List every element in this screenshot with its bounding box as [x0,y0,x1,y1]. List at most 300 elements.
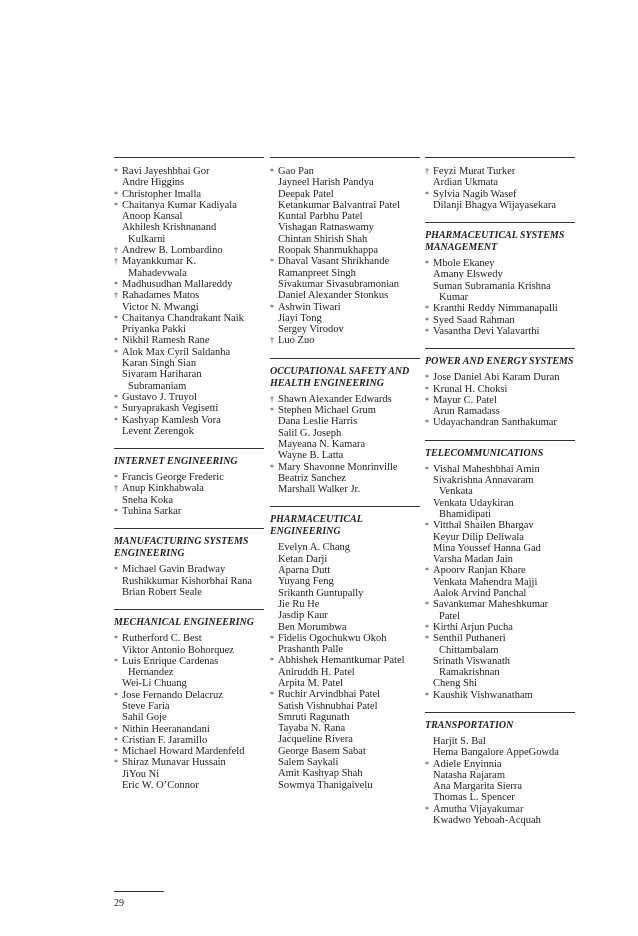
person-name: Sivakrishna Annavaram [433,475,534,487]
list-item [425,395,575,406]
person-name: Adiele Enyinnia [433,758,502,770]
person-name: Ruchir Arvindbhai Patel [278,689,381,701]
list-item [270,484,420,495]
asterisk-mark: * [114,735,118,745]
list-item [270,405,420,416]
list-item [425,498,575,509]
person-name: Ben Morumbwa [278,621,347,633]
person-name: Kashyap Kamlesh Vora [122,414,221,426]
list-item [425,315,575,326]
person-name: Thomas L. Spencer [433,792,515,804]
list-item [270,757,420,768]
list-item [114,483,264,494]
list-item [114,222,264,233]
list-item [114,746,264,757]
list-item [425,326,575,337]
person-name: Mayur C. Patel [433,394,497,406]
person-name: Beatriz Sanchez [278,472,346,484]
column-3 [425,157,575,837]
list-item [425,520,575,531]
list-item [425,464,575,475]
asterisk-mark: * [114,336,118,346]
person-name: Shiraz Munavar Hussain [122,757,226,769]
person-name: Marshall Walker Jr. [278,484,361,496]
list-item [114,587,264,598]
person-name: George Basem Sabat [278,745,366,757]
asterisk-mark: * [425,384,429,394]
section [270,157,420,353]
list-item [114,780,264,791]
asterisk-mark: * [114,690,118,700]
person-name: Prashanth Palle [278,644,344,656]
person-name: Mbole Ekaney [433,258,495,270]
person-name: Sylvia Nagib Wasef [433,188,517,200]
person-name: Chittambalam [439,644,499,656]
name-list [425,372,575,434]
name-list [114,158,264,443]
person-name: Jose Daniel Abi Karam Duran [433,372,560,384]
list-item [425,258,575,269]
person-name: Arun Ramadass [433,406,500,418]
asterisk-mark: * [425,395,429,405]
asterisk-mark: * [270,462,274,472]
person-name: Cheng Shi [433,678,478,690]
person-name: Rutherford C. Best [122,633,202,645]
section-heading: MECHANICAL ENGINEERING [114,617,254,629]
list-item [114,313,264,324]
list-item [114,335,264,346]
list-item [270,200,420,211]
person-name: Rahadames Matos [122,290,200,302]
person-name: Sivaram Hariharan [122,369,202,381]
list-item [425,588,575,599]
asterisk-mark: * [425,634,429,644]
person-name: Salem Saykali [278,757,339,769]
dagger-mark: † [114,257,118,267]
section [425,222,575,343]
person-name: Hernandez [128,667,174,679]
person-name: Michael Gavin Bradway [122,564,226,576]
list-item [425,747,575,758]
list-item [425,736,575,747]
person-name: Sowmya Thanigaivelu [278,779,373,791]
list-item [270,599,420,610]
list-item [270,428,420,439]
person-name: Krunal H. Choksi [433,383,508,395]
person-name: Aniruddh H. Patel [278,666,355,678]
asterisk-mark: * [425,600,429,610]
dagger-mark: † [114,484,118,494]
person-name: Kaushik Vishwanatham [433,689,533,701]
person-name: Jacqueline Rivera [278,734,353,746]
person-name: Ashwin Tiwari [278,301,341,313]
person-name: Sivakumar Sivasubramonian [278,278,400,290]
asterisk-mark: * [425,622,429,632]
list-item [114,381,264,392]
person-name: Cristian F. Jaramillo [122,734,208,746]
section-heading: MANUFACTURING SYSTEMS ENGINEERING [114,536,249,560]
asterisk-mark: * [270,656,274,666]
list-item [425,792,575,803]
person-name: Dilanji Bhagya Wijayasekara [433,199,557,211]
person-name: Nithin Heeranandani [122,723,210,735]
list-item [270,324,420,335]
person-name: Yuyang Feng [278,576,334,588]
list-item [114,211,264,222]
footnote-rule [114,891,164,892]
person-name: Jiayi Tong [278,312,322,324]
list-item [270,335,420,346]
section [114,448,264,523]
asterisk-mark: * [425,315,429,325]
person-name: Kuntal Parbhu Patel [278,211,363,223]
name-list [425,258,575,343]
person-name: Syed Saad Rahman [433,314,515,326]
person-name: Wayne B. Latta [278,450,344,462]
asterisk-mark: * [270,690,274,700]
list-item [425,406,575,417]
list-item [270,189,420,200]
asterisk-mark: * [270,633,274,643]
section [114,609,264,797]
person-name: Mina Youssef Hanna Gad [433,542,541,554]
list-item [270,565,420,576]
section-heading: PHARMACEUTICAL ENGINEERING [270,514,363,538]
dagger-mark: † [425,167,429,176]
list-item [270,234,420,245]
person-name: Vishagan Ratnaswamy [278,222,374,234]
person-name: Eric W. O’Connor [122,780,199,792]
list-item [270,439,420,450]
list-item [114,426,264,437]
list-item [270,462,420,473]
list-item [114,302,264,313]
asterisk-mark: * [114,656,118,666]
asterisk-mark: * [114,167,118,176]
list-item [114,656,264,667]
asterisk-mark: * [425,373,429,383]
list-item [270,768,420,779]
person-name: Andrew B. Lombardino [122,245,223,257]
person-name: Victor N. Mwangi [122,301,199,313]
list-item [270,394,420,405]
person-name: Akhilesh Krishnanand [122,222,217,234]
list-item [270,542,420,553]
list-item [114,256,264,267]
list-item [270,450,420,461]
list-item [114,290,264,301]
person-name: JiYou Ni [122,768,160,780]
list-item [114,633,264,644]
list-item [425,532,575,543]
list-item [270,222,420,233]
person-name: Andre Higgins [122,177,185,189]
person-name: Jie Ru He [278,598,320,610]
person-name: Alok Max Cyril Saldanha [122,346,231,358]
list-item [114,369,264,380]
asterisk-mark: * [114,565,118,575]
asterisk-mark: * [114,279,118,289]
list-item [270,279,420,290]
list-item [425,166,575,177]
list-item [270,780,420,791]
person-name: Ketankumar Balvantrai Patel [278,199,400,211]
person-name: Vasantha Devi Yalavarthi [433,325,540,337]
person-name: Tuhina Sarkar [122,506,182,518]
dagger-mark: † [114,246,118,256]
section [425,157,575,217]
section [114,157,264,443]
list-item [425,509,575,520]
person-name: Bhamidipati [439,508,491,520]
person-name: Ramanpreet Singh [278,267,356,279]
person-name: Venkata [439,486,473,498]
list-item [425,759,575,770]
list-item [425,554,575,565]
list-item [425,372,575,383]
section [270,506,420,797]
list-item [114,678,264,689]
list-item [114,279,264,290]
list-item [114,392,264,403]
list-item [114,200,264,211]
column-1 [114,157,264,802]
list-item [425,281,575,292]
person-name: Ketan Darji [278,553,328,565]
asterisk-mark: * [114,392,118,402]
section-heading: INTERNET ENGINEERING [114,456,238,468]
person-name: Christopher Imalla [122,188,202,200]
person-name: Gao Pan [278,166,314,177]
list-item [114,472,264,483]
list-item [270,701,420,712]
list-item [270,576,420,587]
list-item [425,667,575,678]
person-name: Ravi Jayeshbhai Gor [122,166,210,177]
person-name: Varsha Madan Jain [433,554,513,566]
list-item [114,324,264,335]
person-name: Arpita M. Patel [278,677,344,689]
person-name: Apoorv Ranjan Khare [433,565,526,577]
person-name: Vishal Maheshbhai Amin [433,463,540,475]
list-item [114,245,264,256]
person-name: Vitthal Shailen Bhargav [433,520,534,532]
person-name: Mahadevwala [128,267,187,279]
list-item [114,735,264,746]
column-2 [270,157,420,802]
person-name: Viktor Antonio Bohorquez [122,644,234,656]
person-name: Savankumar Maheshkumar [433,599,549,611]
list-item [425,543,575,554]
person-name: Patel [439,610,460,622]
list-item [425,486,575,497]
person-name: Rushikkumar Kishorbhai Rana [122,575,253,587]
list-item [270,211,420,222]
person-name: Kwadwo Yeboah-Acquah [433,815,541,827]
person-name: Venkata Udaykiran [433,497,514,509]
person-name: Mayankkumar K. [122,256,197,268]
person-name: Venkata Mahendra Majji [433,576,538,588]
list-item [114,347,264,358]
section [425,348,575,434]
asterisk-mark: * [425,189,429,199]
list-item [114,415,264,426]
list-item [425,690,575,701]
list-item [270,655,420,666]
asterisk-mark: * [270,302,274,312]
list-item [270,622,420,633]
person-name: Subramaniam [128,380,187,392]
list-item [270,633,420,644]
asterisk-mark: * [114,473,118,483]
person-name: Ana Margarita Sierra [433,781,523,793]
dagger-mark: † [270,336,274,346]
person-name: Priyanka Pakki [122,324,186,336]
list-item [114,769,264,780]
section [114,528,264,604]
list-item [114,358,264,369]
list-item [270,678,420,689]
person-name: Sneha Koka [122,494,174,506]
dagger-mark: † [270,394,274,404]
person-name: Srikanth Guntupally [278,587,364,599]
person-name: Wei-Li Chuang [122,678,187,690]
list-item [425,678,575,689]
person-name: Jayneel Harish Pandya [278,177,374,189]
person-name: Aalok Arvind Panchal [433,588,527,600]
person-name: Tayaba N. Rana [278,723,346,735]
asterisk-mark: * [114,634,118,644]
list-item [270,177,420,188]
person-name: Dhaval Vasant Shrikhande [278,256,390,268]
asterisk-mark: * [425,304,429,314]
person-name: Natasha Rajaram [433,769,506,781]
person-name: Michael Howard Mardenfeld [122,746,245,758]
name-list [425,158,575,217]
person-name: Feyzi Murat Turker [433,166,516,177]
asterisk-mark: * [425,418,429,428]
person-name: Srinath Viswanath [433,655,511,667]
list-item [425,611,575,622]
name-list [270,158,420,353]
list-item [425,804,575,815]
list-item [114,177,264,188]
person-name: Hema Bangalore AppeGowda [433,747,559,759]
list-item [114,403,264,414]
list-item [425,781,575,792]
person-name: Chaitanya Kumar Kadiyala [122,199,237,211]
asterisk-mark: * [114,747,118,757]
list-item [270,734,420,745]
list-item [114,667,264,678]
dagger-mark: † [114,291,118,301]
list-item [114,645,264,656]
list-item [425,577,575,588]
person-name: Kulkarni [128,233,166,245]
section-heading: TRANSPORTATION [425,719,514,731]
person-name: Ardian Ukmata [433,177,499,189]
list-item [270,712,420,723]
list-item [425,815,575,826]
person-name: Amany Elswedy [433,269,503,281]
asterisk-mark: * [425,326,429,336]
list-item [114,166,264,177]
section [425,440,575,707]
list-item [270,166,420,177]
person-name: Keyur Dilip Deliwala [433,531,524,543]
list-item [114,757,264,768]
list-item [270,416,420,427]
list-item [270,290,420,301]
list-item [425,770,575,781]
list-item [425,475,575,486]
list-item [114,189,264,200]
person-name: Aparna Dutt [278,565,331,577]
person-name: Smruti Ragunath [278,711,350,723]
list-item [114,701,264,712]
person-name: Stephen Michael Grum [278,405,376,417]
asterisk-mark: * [425,759,429,769]
asterisk-mark: * [425,566,429,576]
name-list [114,564,264,604]
person-name: Amit Kashyap Shah [278,768,363,780]
person-name: Francis George Frederic [122,472,224,484]
list-item [270,554,420,565]
list-item [425,269,575,280]
person-name: Satish Vishnubhai Patel [278,700,378,712]
list-item [425,417,575,428]
list-item [270,588,420,599]
list-item [114,576,264,587]
name-list [270,394,420,502]
person-name: Anup Kinkhabwala [122,483,204,495]
asterisk-mark: * [114,507,118,517]
person-name: Nikhil Ramesh Rane [122,335,210,347]
person-name: Suryaprakash Vegisetti [122,403,219,415]
asterisk-mark: * [270,406,274,416]
list-item [270,610,420,621]
list-item [270,723,420,734]
asterisk-mark: * [425,259,429,269]
section [270,358,420,502]
asterisk-mark: * [114,415,118,425]
list-item [425,292,575,303]
list-item [425,622,575,633]
person-name: Abhishek Hemantkumar Patel [278,655,405,667]
asterisk-mark: * [114,404,118,414]
person-name: Chaitanya Chandrakant Naik [122,312,244,324]
person-name: Sahil Goje [122,712,167,724]
asterisk-mark: * [114,758,118,768]
list-item [425,384,575,395]
list-item [270,256,420,267]
list-item [270,268,420,279]
person-name: Anoop Kansal [122,211,183,223]
list-item [425,633,575,644]
list-item [425,200,575,211]
list-item [114,690,264,701]
person-name: Gustavo J. Truyol [122,391,197,403]
person-name: Dana Leslie Harris [278,416,358,428]
person-name: Senthil Puthaneri [433,633,506,645]
asterisk-mark: * [270,167,274,176]
list-item [114,234,264,245]
person-name: Harjit S. Bal [433,735,486,747]
person-name: Kumar [439,292,469,304]
person-name: Fidelis Ogochukwu Okoh [278,632,387,644]
person-name: Roopak Shanmukhappa [278,245,379,257]
person-name: Udayachandran Santhakumar [433,417,557,429]
